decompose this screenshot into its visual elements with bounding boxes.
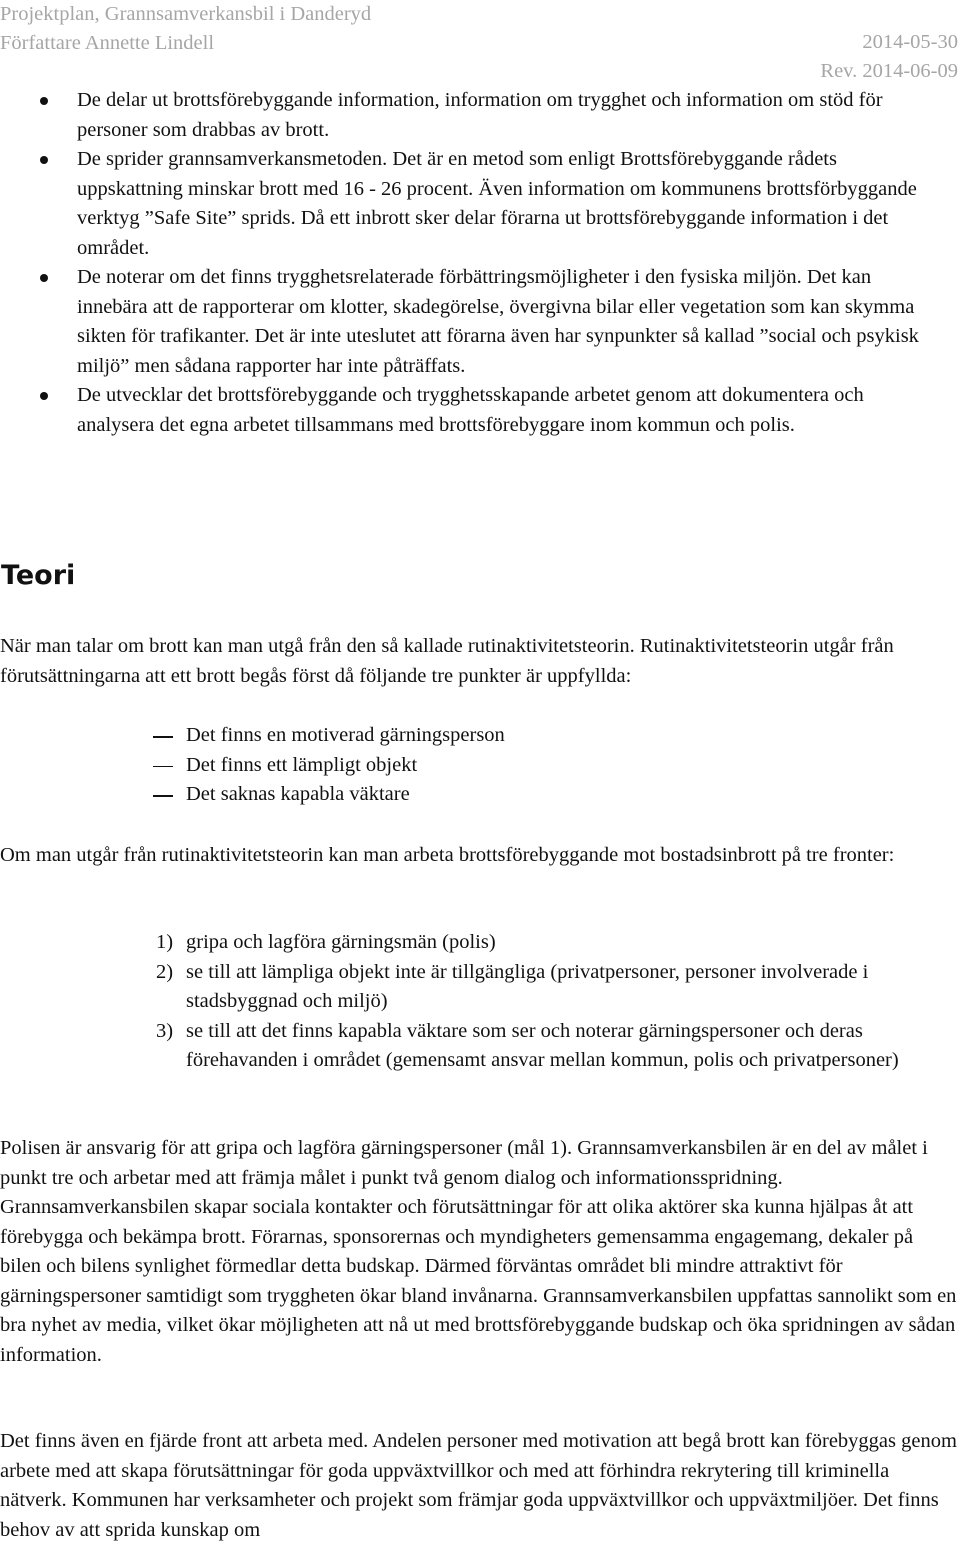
page-header-right	[820, 28, 958, 85]
bullet-item	[0, 381, 927, 440]
dash-icon	[153, 736, 173, 738]
fourth-front-paragraph: Det finns även en fjärde front att arbeta med. Andelen personer med motivation att begå brott kan förebyggas genom arbete med att skapa förutsättningar för goda uppväxtvillkor och med att förhindra rekrytering till kriminella nätverk. Kommunen har verksamheter och projekt som främjar goda uppväxtvillkor och uppväxtmiljöer. Det finns behov av att sprida kunskap om	[0, 1430, 957, 1541]
condition-item	[0, 751, 505, 781]
bullet-item	[0, 145, 927, 263]
police-paragraph: Polisen är ansvarig för att gripa och lagföra gärningspersoner (mål 1). Grannsamverkansbilen är en del av målet i punkt tre och arbetar med att främja målet i punkt två genom dialog och informationsspridning. Grannsamverkansbilen skapar sociala kontakter och förutsättningar för att olika aktörer ska kunna hjälpas åt att förebygga och bekämpa brott. Förarnas, sponsorernas och myndigheters gemensamma engagemang, dekaler på bilen och bilens synlighet förmedlar detta budskap. Därmed förväntas området bli mindre attraktivt för gärningspersoner samtidigt som tryggheten ökar bland invånarna. Grannsamverkansbilen uppfattas sannolikt som en bra nyhet av media, vilket ökar möjligheten att nå ut med brottsförebyggande budskap och öka spridningen av sådan information.	[0, 1137, 957, 1366]
front-item	[0, 958, 906, 1017]
bullet-icon	[40, 156, 48, 164]
fronts-list	[0, 928, 960, 1076]
bullet-icon	[40, 97, 48, 105]
bullet-text: De noterar om det finns trygghetsrelaterade förbättringsmöjligheter i den fysiska miljön. Det kan innebära att de rapporterar om klotter, skadegörelse, övergivna bilar eller vegetation som kan skymma sikten för trafikanter. Det är inte uteslutet att förarna även har synpunkter så kallad ”social och psykisk miljö” men sådana rapporter har inte påträffats.	[77, 266, 919, 377]
intro-paragraph: När man talar om brott kan man utgå från den så kallade rutinaktivitetsteorin. Rutinaktivitetsteorin utgår från förutsättningarna att ett brott begås först då följande tre punkter är uppfyllda:	[0, 635, 894, 687]
document-date: 2014-05-30	[862, 31, 958, 53]
front-item	[0, 1017, 906, 1076]
dash-icon	[153, 795, 173, 797]
bullet-text: De delar ut brottsförebyggande information, information om trygghet och information om stöd för personer som drabbas av brott.	[77, 89, 883, 141]
bullet-item	[0, 86, 927, 145]
dash-icon	[153, 766, 173, 768]
section-heading: Teori	[1, 560, 76, 591]
front-number: 1)	[156, 931, 174, 953]
condition-text: Det finns ett lämpligt objekt	[186, 753, 418, 776]
document-author: Författare Annette Lindell	[0, 31, 215, 54]
bullet-icon	[40, 392, 48, 400]
bullet-text: De utvecklar det brottsförebyggande och trygghetsskapande arbetet genom att dokumentera och analysera det egna arbetet tillsammans med brottsförebyggare inom kommun och polis.	[77, 384, 864, 436]
conditions-list	[0, 721, 505, 810]
condition-text: Det saknas kapabla väktare	[186, 783, 410, 805]
document-revision: Rev. 2014-06-09	[820, 59, 958, 82]
bullet-icon	[40, 274, 48, 282]
bullet-text: De sprider grannsamverkansmetoden. Det är en metod som enligt Brottsförebyggande rådets uppskattning minskar brott med 16 - 26 procent. Även information om kommunens brottsförbyggande verktyg ”Safe Site” sprids. Då ett inbrott sker delar förarna ut brottsförebyggande information i det området.	[77, 148, 917, 259]
page-header-left	[0, 0, 371, 57]
front-text: se till att lämpliga objekt inte är tillgängliga (privatpersoner, personer involverade i stadsbyggnad och miljö)	[186, 960, 869, 1012]
front-item	[0, 928, 906, 958]
condition-text: Det finns en motiverad gärningsperson	[186, 724, 505, 746]
front-text: gripa och lagföra gärningsmän (polis)	[186, 931, 496, 953]
front-text: se till att det finns kapabla väktare som ser och noterar gärningspersoner och deras förehavanden i området (gemensamt ansvar mellan kommun, polis och privatpersoner)	[186, 1019, 899, 1071]
bullet-item	[0, 263, 927, 381]
front-number: 2)	[156, 960, 174, 983]
condition-item	[0, 780, 505, 810]
fronts-intro-paragraph: Om man utgår från rutinaktivitetsteorin kan man arbeta brottsförebyggande mot bostadsinbrott på tre fronter:	[0, 844, 895, 866]
front-number: 3)	[156, 1019, 174, 1042]
bullet-list	[0, 86, 960, 440]
condition-item	[0, 721, 505, 751]
document-title: Projektplan, Grannsamverkansbil i Danderyd	[0, 3, 372, 25]
